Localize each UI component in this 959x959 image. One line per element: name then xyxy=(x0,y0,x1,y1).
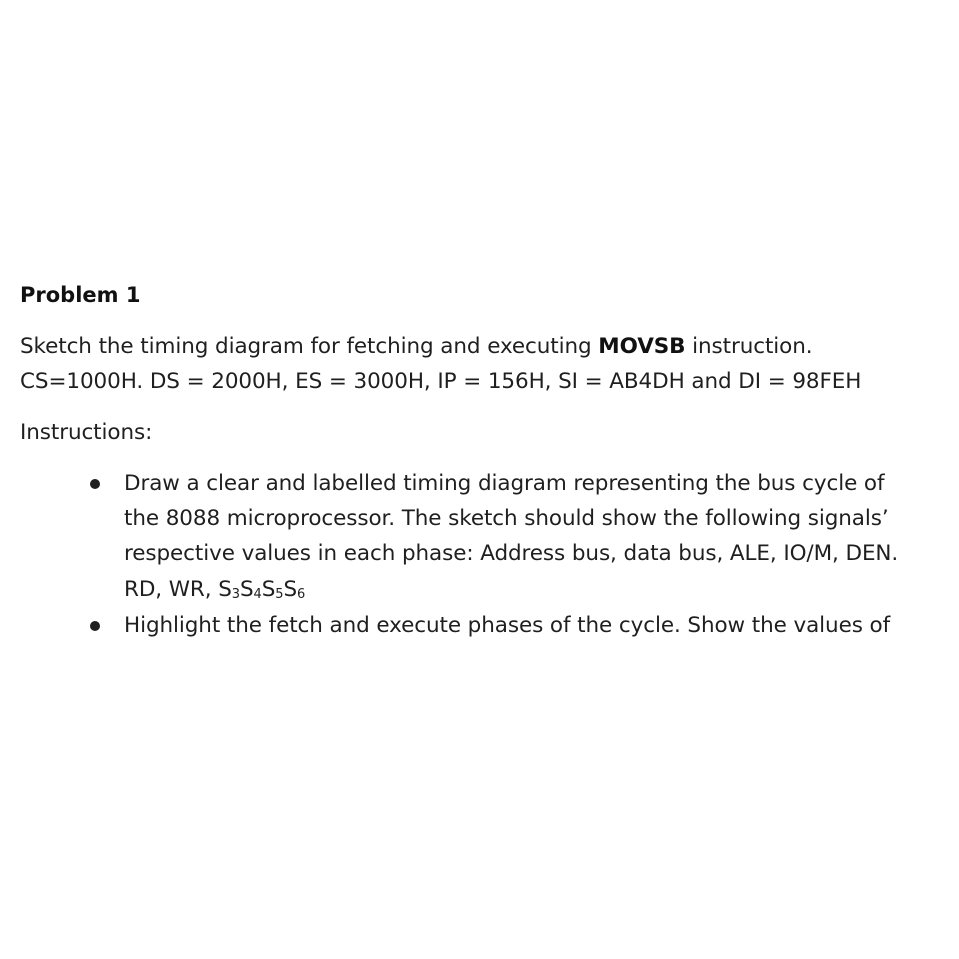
bullet-2-line-1: Highlight the fetch and execute phases of the cycle. Show the values of xyxy=(124,613,891,638)
bullet-1-line-4 xyxy=(124,577,305,602)
status-s5: $S_5$ xyxy=(261,577,284,602)
register-values-line: CS=1000H. DS = 2000H, ES = 3000H, IP = 156H, SI = AB4DH and DI = 98FEH xyxy=(20,369,862,394)
bullet-icon xyxy=(90,621,100,631)
status-s6: $S_6$ xyxy=(283,577,306,602)
problem-statement-line-1 xyxy=(20,334,812,359)
bullet-1-line-3: respective values in each phase: Address bus, data bus, ALE, IO/M, DEN. xyxy=(124,541,899,566)
bullet-icon xyxy=(90,479,100,489)
bullet-1-line-1: Draw a clear and labelled timing diagram representing the bus cycle of xyxy=(124,471,885,496)
instructions-label: Instructions: xyxy=(20,420,153,445)
statement-text-end: instruction. xyxy=(685,334,813,359)
signals-text: RD, WR, xyxy=(124,577,219,602)
status-s4: $S_4$ xyxy=(239,577,262,602)
statement-text: Sketch the timing diagram for fetching and executing xyxy=(20,334,599,359)
instruction-mnemonic: MOVSB xyxy=(598,334,686,359)
problem-title: Problem 1 xyxy=(20,283,141,307)
bullet-1-line-2: the 8088 microprocessor. The sketch should show the following signals’ xyxy=(124,506,889,531)
status-s3: $S_3$ xyxy=(218,577,240,602)
